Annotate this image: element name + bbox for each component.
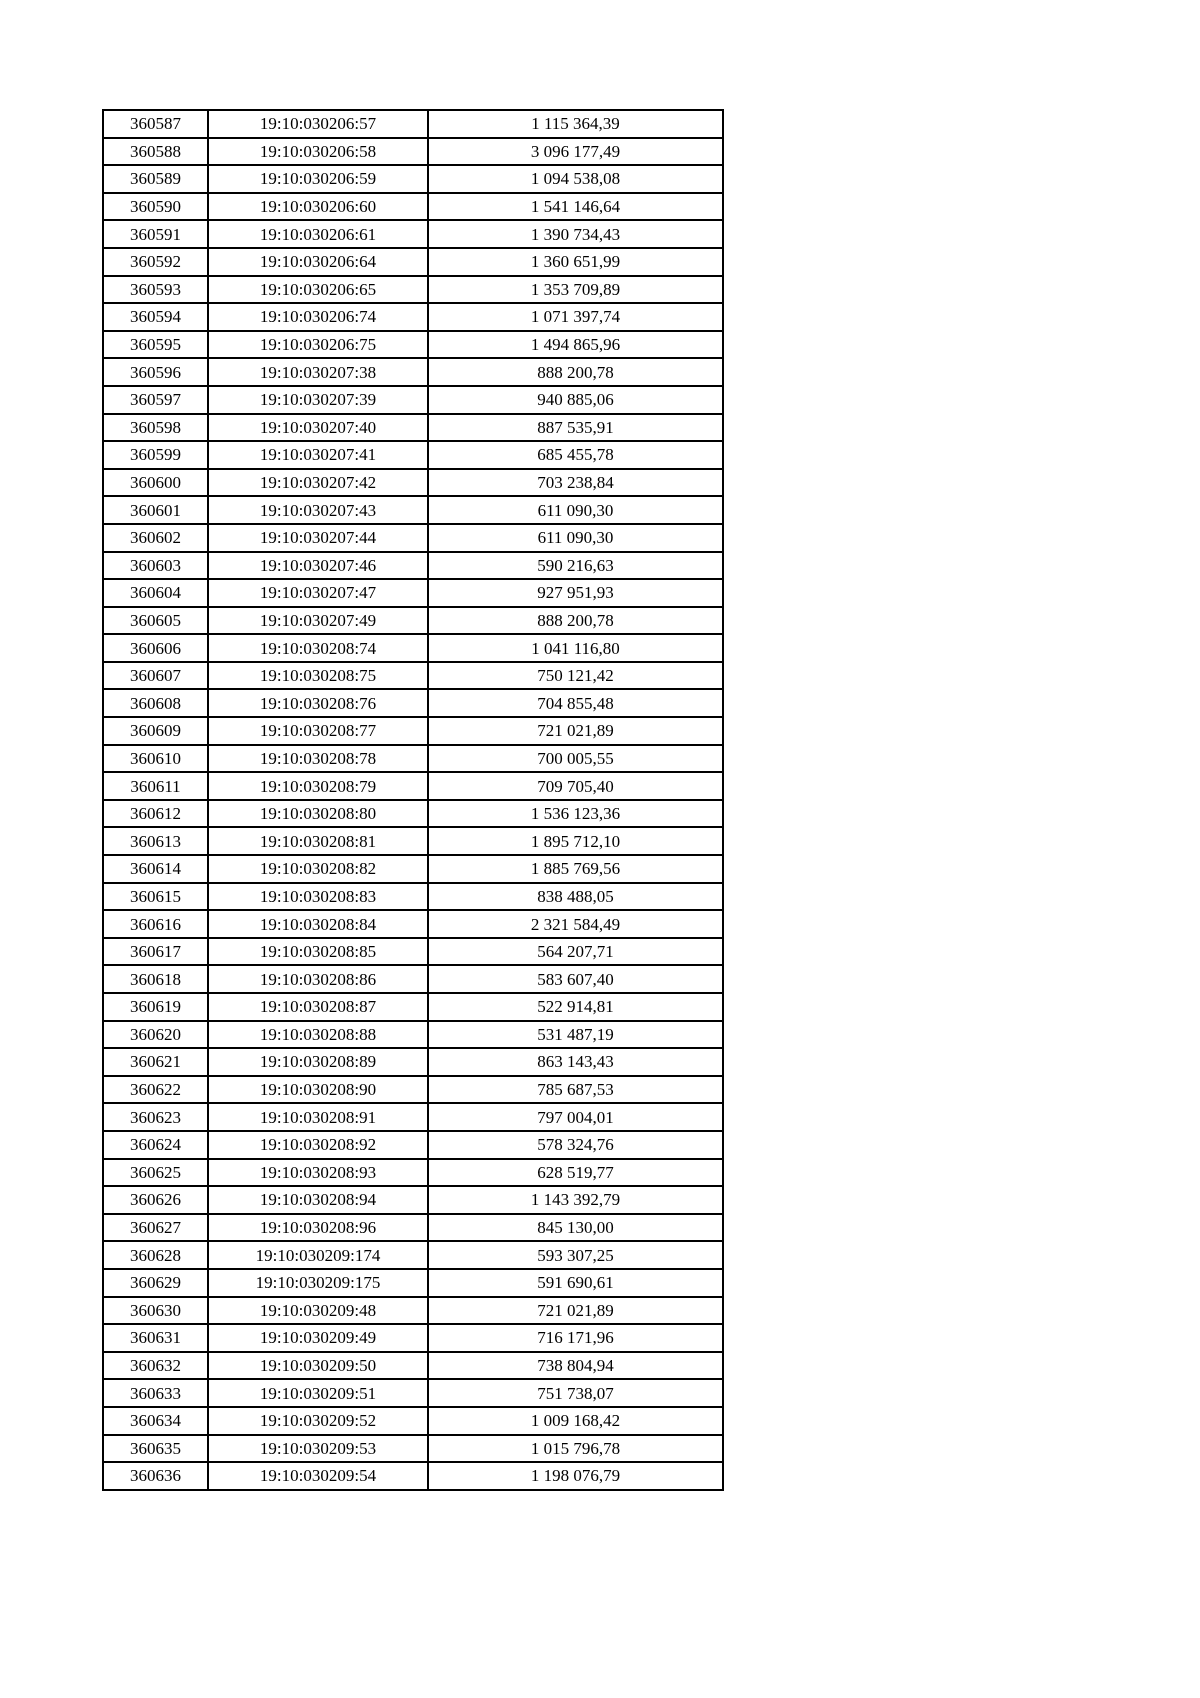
table-row (103, 772, 723, 800)
cadastral-value-cell: 716 171,96 (428, 1324, 723, 1352)
cadastral-value-cell: 750 121,42 (428, 662, 723, 690)
row-number-cell: 360627 (103, 1214, 208, 1242)
cadastral-number-cell: 19:10:030208:91 (208, 1103, 428, 1131)
cadastral-value-cell: 1 041 116,80 (428, 634, 723, 662)
table-row (103, 1103, 723, 1131)
row-number-cell: 360604 (103, 579, 208, 607)
row-number-cell: 360611 (103, 772, 208, 800)
row-number-cell: 360607 (103, 662, 208, 690)
cadastral-value-cell: 888 200,78 (428, 607, 723, 635)
row-number-cell: 360626 (103, 1186, 208, 1214)
table-row (103, 1214, 723, 1242)
cadastral-value-cell: 611 090,30 (428, 496, 723, 524)
row-number-cell: 360587 (103, 110, 208, 138)
cadastral-number-cell: 19:10:030207:40 (208, 414, 428, 442)
row-number-cell: 360633 (103, 1379, 208, 1407)
table-row (103, 1352, 723, 1380)
table-row (103, 965, 723, 993)
table-row (103, 358, 723, 386)
table-row (103, 248, 723, 276)
row-number-cell: 360625 (103, 1159, 208, 1187)
table-row (103, 552, 723, 580)
table-row (103, 1297, 723, 1325)
table-row (103, 303, 723, 331)
cadastral-number-cell: 19:10:030209:48 (208, 1297, 428, 1325)
table-row (103, 827, 723, 855)
cadastral-value-cell: 1 895 712,10 (428, 827, 723, 855)
table-row (103, 1435, 723, 1463)
cadastral-value-cell: 738 804,94 (428, 1352, 723, 1380)
cadastral-value-cell: 751 738,07 (428, 1379, 723, 1407)
cadastral-value-cell: 2 321 584,49 (428, 910, 723, 938)
table-body (103, 110, 723, 1490)
cadastral-number-cell: 19:10:030208:79 (208, 772, 428, 800)
cadastral-value-cell: 785 687,53 (428, 1076, 723, 1104)
cadastral-number-cell: 19:10:030208:86 (208, 965, 428, 993)
table-row (103, 110, 723, 138)
cadastral-value-cell: 531 487,19 (428, 1021, 723, 1049)
cadastral-number-cell: 19:10:030206:59 (208, 165, 428, 193)
table-row (103, 1048, 723, 1076)
table-row (103, 138, 723, 166)
cadastral-number-cell: 19:10:030206:75 (208, 331, 428, 359)
cadastral-value-cell: 1 009 168,42 (428, 1407, 723, 1435)
table-row (103, 524, 723, 552)
table-row (103, 441, 723, 469)
cadastral-value-table (102, 109, 724, 1491)
cadastral-number-cell: 19:10:030207:49 (208, 607, 428, 635)
row-number-cell: 360603 (103, 552, 208, 580)
table-row (103, 276, 723, 304)
row-number-cell: 360605 (103, 607, 208, 635)
row-number-cell: 360631 (103, 1324, 208, 1352)
cadastral-number-cell: 19:10:030207:47 (208, 579, 428, 607)
cadastral-number-cell: 19:10:030206:57 (208, 110, 428, 138)
cadastral-number-cell: 19:10:030208:85 (208, 938, 428, 966)
cadastral-number-cell: 19:10:030208:89 (208, 1048, 428, 1076)
cadastral-value-cell: 593 307,25 (428, 1241, 723, 1269)
table-row (103, 414, 723, 442)
cadastral-value-cell: 1 115 364,39 (428, 110, 723, 138)
cadastral-number-cell: 19:10:030207:44 (208, 524, 428, 552)
cadastral-number-cell: 19:10:030206:61 (208, 220, 428, 248)
table-row (103, 1021, 723, 1049)
cadastral-value-cell: 1 390 734,43 (428, 220, 723, 248)
cadastral-number-cell: 19:10:030209:49 (208, 1324, 428, 1352)
row-number-cell: 360593 (103, 276, 208, 304)
cadastral-value-cell: 1 360 651,99 (428, 248, 723, 276)
row-number-cell: 360608 (103, 689, 208, 717)
table-row (103, 745, 723, 773)
row-number-cell: 360629 (103, 1269, 208, 1297)
cadastral-number-cell: 19:10:030207:43 (208, 496, 428, 524)
cadastral-value-cell: 1 015 796,78 (428, 1435, 723, 1463)
row-number-cell: 360599 (103, 441, 208, 469)
cadastral-value-cell: 564 207,71 (428, 938, 723, 966)
row-number-cell: 360622 (103, 1076, 208, 1104)
row-number-cell: 360634 (103, 1407, 208, 1435)
cadastral-number-cell: 19:10:030209:54 (208, 1462, 428, 1490)
table-row (103, 993, 723, 1021)
row-number-cell: 360614 (103, 855, 208, 883)
cadastral-number-cell: 19:10:030209:51 (208, 1379, 428, 1407)
cadastral-number-cell: 19:10:030206:60 (208, 193, 428, 221)
cadastral-number-cell: 19:10:030208:78 (208, 745, 428, 773)
cadastral-number-cell: 19:10:030208:82 (208, 855, 428, 883)
cadastral-value-cell: 628 519,77 (428, 1159, 723, 1187)
row-number-cell: 360588 (103, 138, 208, 166)
cadastral-value-cell: 721 021,89 (428, 717, 723, 745)
table-row (103, 717, 723, 745)
row-number-cell: 360621 (103, 1048, 208, 1076)
row-number-cell: 360613 (103, 827, 208, 855)
cadastral-number-cell: 19:10:030208:92 (208, 1131, 428, 1159)
cadastral-number-cell: 19:10:030209:52 (208, 1407, 428, 1435)
cadastral-value-cell: 863 143,43 (428, 1048, 723, 1076)
cadastral-value-cell: 1 353 709,89 (428, 276, 723, 304)
row-number-cell: 360602 (103, 524, 208, 552)
cadastral-value-cell: 1 494 865,96 (428, 331, 723, 359)
table-row (103, 165, 723, 193)
cadastral-number-cell: 19:10:030207:41 (208, 441, 428, 469)
row-number-cell: 360619 (103, 993, 208, 1021)
cadastral-value-cell: 3 096 177,49 (428, 138, 723, 166)
table-row (103, 910, 723, 938)
row-number-cell: 360616 (103, 910, 208, 938)
cadastral-number-cell: 19:10:030206:64 (208, 248, 428, 276)
cadastral-number-cell: 19:10:030207:46 (208, 552, 428, 580)
row-number-cell: 360624 (103, 1131, 208, 1159)
row-number-cell: 360635 (103, 1435, 208, 1463)
cadastral-number-cell: 19:10:030206:58 (208, 138, 428, 166)
cadastral-value-cell: 845 130,00 (428, 1214, 723, 1242)
cadastral-value-cell: 703 238,84 (428, 469, 723, 497)
cadastral-value-cell: 591 690,61 (428, 1269, 723, 1297)
table-row (103, 662, 723, 690)
table-row (103, 1076, 723, 1104)
cadastral-value-cell: 685 455,78 (428, 441, 723, 469)
table-row (103, 607, 723, 635)
cadastral-number-cell: 19:10:030209:53 (208, 1435, 428, 1463)
cadastral-value-cell: 1 885 769,56 (428, 855, 723, 883)
cadastral-value-cell: 721 021,89 (428, 1297, 723, 1325)
table-row (103, 1407, 723, 1435)
row-number-cell: 360592 (103, 248, 208, 276)
cadastral-value-cell: 590 216,63 (428, 552, 723, 580)
row-number-cell: 360598 (103, 414, 208, 442)
cadastral-number-cell: 19:10:030209:174 (208, 1241, 428, 1269)
table-row (103, 1462, 723, 1490)
cadastral-value-cell: 700 005,55 (428, 745, 723, 773)
row-number-cell: 360589 (103, 165, 208, 193)
table-row (103, 855, 723, 883)
row-number-cell: 360606 (103, 634, 208, 662)
cadastral-value-cell: 583 607,40 (428, 965, 723, 993)
cadastral-value-cell: 1 541 146,64 (428, 193, 723, 221)
cadastral-number-cell: 19:10:030208:80 (208, 800, 428, 828)
table-row (103, 1131, 723, 1159)
cadastral-number-cell: 19:10:030208:88 (208, 1021, 428, 1049)
cadastral-number-cell: 19:10:030208:87 (208, 993, 428, 1021)
cadastral-value-cell: 1 198 076,79 (428, 1462, 723, 1490)
cadastral-number-cell: 19:10:030208:93 (208, 1159, 428, 1187)
cadastral-value-cell: 927 951,93 (428, 579, 723, 607)
row-number-cell: 360601 (103, 496, 208, 524)
cadastral-number-cell: 19:10:030208:83 (208, 883, 428, 911)
table-row (103, 193, 723, 221)
table-row (103, 579, 723, 607)
row-number-cell: 360615 (103, 883, 208, 911)
table-row (103, 1324, 723, 1352)
cadastral-number-cell: 19:10:030208:76 (208, 689, 428, 717)
row-number-cell: 360596 (103, 358, 208, 386)
table-row (103, 689, 723, 717)
cadastral-number-cell: 19:10:030207:42 (208, 469, 428, 497)
row-number-cell: 360609 (103, 717, 208, 745)
table-row (103, 800, 723, 828)
row-number-cell: 360594 (103, 303, 208, 331)
row-number-cell: 360595 (103, 331, 208, 359)
table-row (103, 331, 723, 359)
cadastral-number-cell: 19:10:030206:74 (208, 303, 428, 331)
cadastral-value-cell: 797 004,01 (428, 1103, 723, 1131)
cadastral-value-cell: 578 324,76 (428, 1131, 723, 1159)
row-number-cell: 360617 (103, 938, 208, 966)
cadastral-value-cell: 1 536 123,36 (428, 800, 723, 828)
table-row (103, 883, 723, 911)
table-row (103, 1269, 723, 1297)
table-row (103, 938, 723, 966)
table-row (103, 634, 723, 662)
cadastral-value-cell: 704 855,48 (428, 689, 723, 717)
row-number-cell: 360600 (103, 469, 208, 497)
cadastral-number-cell: 19:10:030208:90 (208, 1076, 428, 1104)
row-number-cell: 360628 (103, 1241, 208, 1269)
cadastral-value-cell: 611 090,30 (428, 524, 723, 552)
row-number-cell: 360590 (103, 193, 208, 221)
row-number-cell: 360636 (103, 1462, 208, 1490)
row-number-cell: 360612 (103, 800, 208, 828)
table-row (103, 1379, 723, 1407)
cadastral-number-cell: 19:10:030209:50 (208, 1352, 428, 1380)
cadastral-value-cell: 940 885,06 (428, 386, 723, 414)
row-number-cell: 360630 (103, 1297, 208, 1325)
row-number-cell: 360618 (103, 965, 208, 993)
row-number-cell: 360610 (103, 745, 208, 773)
table-row (103, 1186, 723, 1214)
cadastral-number-cell: 19:10:030206:65 (208, 276, 428, 304)
cadastral-number-cell: 19:10:030208:74 (208, 634, 428, 662)
cadastral-value-cell: 888 200,78 (428, 358, 723, 386)
table-row (103, 1241, 723, 1269)
cadastral-value-cell: 522 914,81 (428, 993, 723, 1021)
cadastral-value-cell: 1 143 392,79 (428, 1186, 723, 1214)
cadastral-value-cell: 887 535,91 (428, 414, 723, 442)
cadastral-number-cell: 19:10:030207:39 (208, 386, 428, 414)
table-row (103, 386, 723, 414)
cadastral-value-cell: 838 488,05 (428, 883, 723, 911)
row-number-cell: 360591 (103, 220, 208, 248)
row-number-cell: 360620 (103, 1021, 208, 1049)
cadastral-value-cell: 709 705,40 (428, 772, 723, 800)
cadastral-number-cell: 19:10:030208:94 (208, 1186, 428, 1214)
cadastral-value-cell: 1 071 397,74 (428, 303, 723, 331)
table-row (103, 469, 723, 497)
row-number-cell: 360632 (103, 1352, 208, 1380)
table-row (103, 1159, 723, 1187)
cadastral-number-cell: 19:10:030208:77 (208, 717, 428, 745)
cadastral-number-cell: 19:10:030208:75 (208, 662, 428, 690)
cadastral-number-cell: 19:10:030209:175 (208, 1269, 428, 1297)
cadastral-number-cell: 19:10:030208:96 (208, 1214, 428, 1242)
cadastral-value-cell: 1 094 538,08 (428, 165, 723, 193)
cadastral-number-cell: 19:10:030208:84 (208, 910, 428, 938)
cadastral-number-cell: 19:10:030208:81 (208, 827, 428, 855)
table-row (103, 496, 723, 524)
table-row (103, 220, 723, 248)
row-number-cell: 360597 (103, 386, 208, 414)
cadastral-number-cell: 19:10:030207:38 (208, 358, 428, 386)
row-number-cell: 360623 (103, 1103, 208, 1131)
